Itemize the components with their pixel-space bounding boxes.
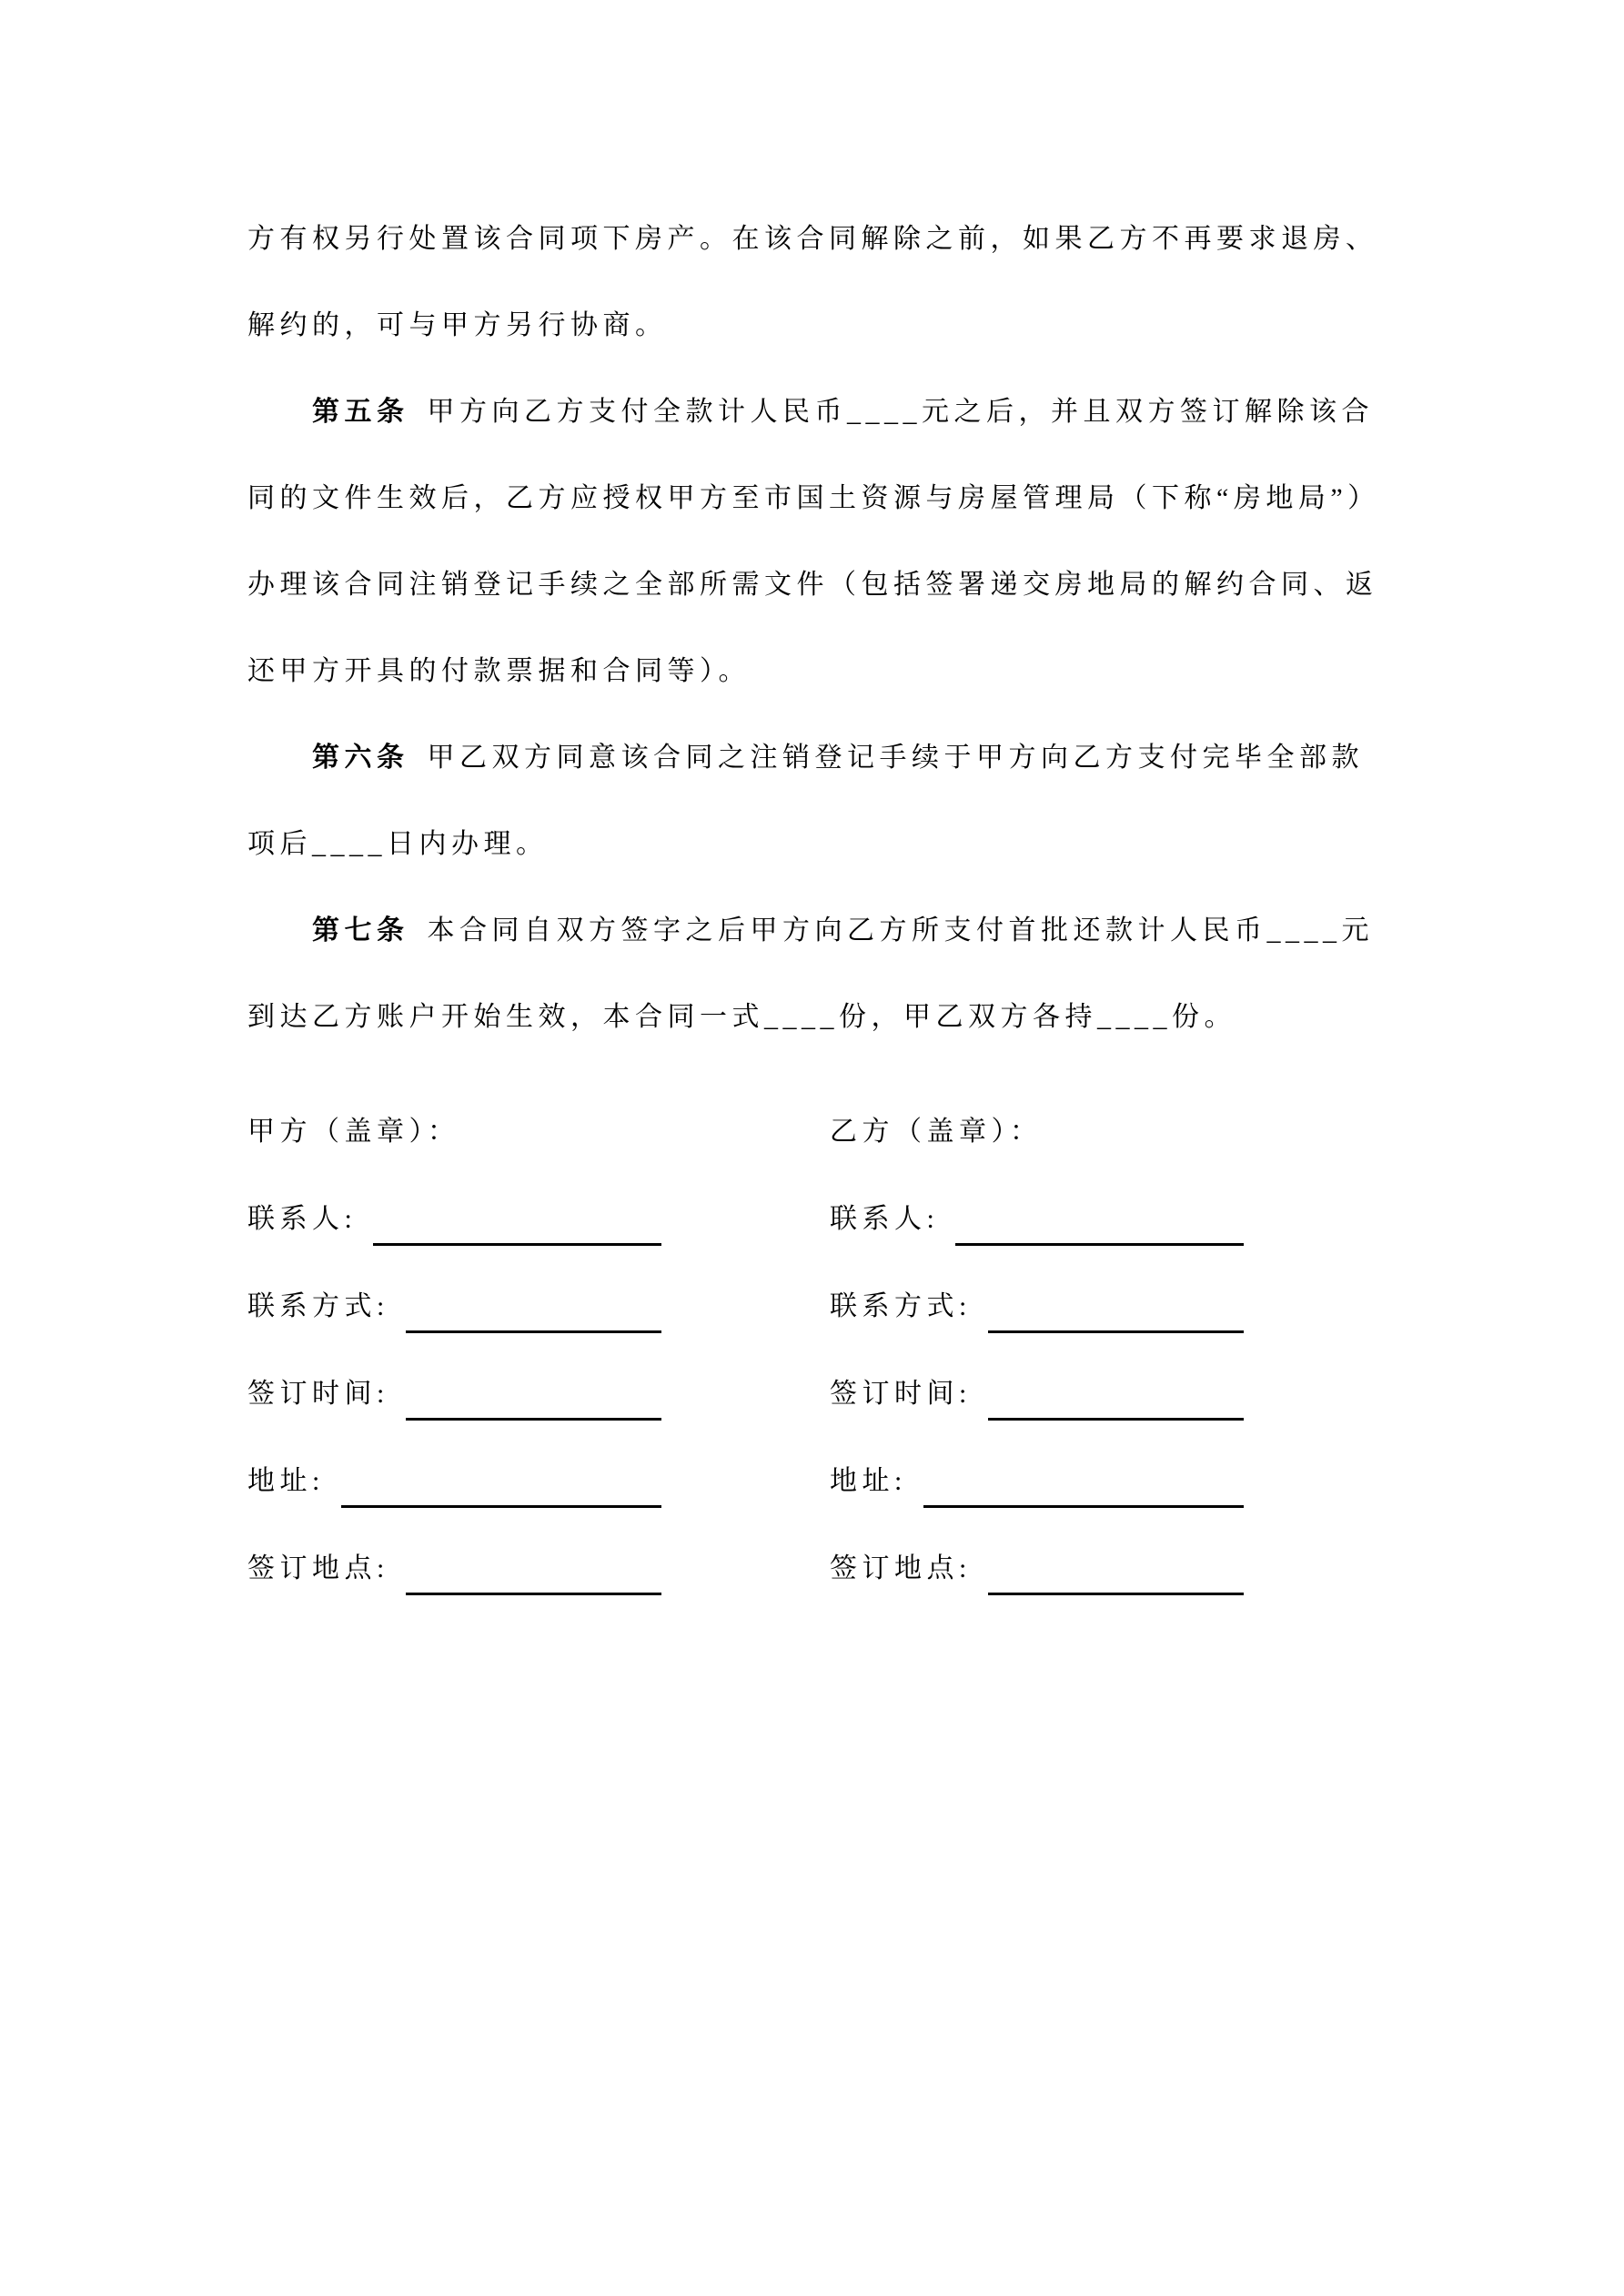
- signature-column-party-a: [247, 1088, 661, 1613]
- field-label: 签订时间:: [830, 1379, 972, 1409]
- party-b-contact-row: [830, 1176, 1244, 1263]
- signature-column-party-b: [830, 1088, 1244, 1613]
- body-line: 到达乙方账户开始生效，本合同一式____份，甲乙双方各持____份。: [247, 1002, 1236, 1032]
- field-label: 地址:: [830, 1466, 907, 1496]
- party-a-contact-method-row: [247, 1263, 661, 1350]
- body-line: 项后____日内办理。: [247, 829, 549, 859]
- party-b-address-row: [830, 1438, 1244, 1525]
- blank-underline: [955, 1176, 1244, 1246]
- clause-7-text: 本合同自双方签字之后甲方向乙方所支付首批还款计人民币____元: [427, 915, 1374, 946]
- field-label: 签订地点:: [830, 1553, 972, 1583]
- party-b-label: 乙方（盖章）：: [830, 1117, 1043, 1147]
- blank-underline: [923, 1438, 1244, 1508]
- body-line: 同的文件生效后，乙方应授权甲方至市国土资源与房屋管理局（下称“房地局”）: [247, 483, 1380, 513]
- field-label: 签订时间:: [247, 1379, 389, 1409]
- field-label: 地址:: [247, 1466, 325, 1496]
- field-label: 联系人:: [830, 1204, 940, 1234]
- party-b-sign-place-row: [830, 1525, 1244, 1613]
- body-line: [247, 887, 1387, 974]
- clause-7-term: 第七条: [312, 915, 409, 946]
- blank-underline: [341, 1438, 661, 1508]
- signature-section: [247, 1088, 1387, 1634]
- party-a-address-row: [247, 1438, 661, 1525]
- clause-6-text: 甲乙双方同意该合同之注销登记手续于甲方向乙方支付完毕全部款: [427, 743, 1364, 773]
- body-line: [247, 714, 1387, 801]
- body-line: [247, 369, 1387, 455]
- party-a-label: 甲方（盖章）：: [247, 1117, 460, 1147]
- clause-5-text: 甲方向乙方支付全款计人民币____元之后，并且双方签订解除该合: [427, 397, 1374, 427]
- body-line: 办理该合同注销登记手续之全部所需文件（包括签署递交房地局的解约合同、返: [247, 570, 1378, 600]
- body-line: 解约的，可与甲方另行协商。: [247, 310, 668, 340]
- party-b-contact-method-row: [830, 1263, 1244, 1350]
- blank-underline: [373, 1176, 661, 1246]
- party-b-sign-date-row: [830, 1350, 1244, 1438]
- blank-underline: [988, 1263, 1244, 1333]
- blank-underline: [988, 1350, 1244, 1421]
- clause-6-term: 第六条: [312, 743, 409, 773]
- blank-underline: [406, 1263, 661, 1333]
- party-a-contact-row: [247, 1176, 661, 1263]
- contract-body: [247, 196, 1387, 1060]
- body-line: 方有权另行处置该合同项下房产。在该合同解除之前，如果乙方不再要求退房、: [247, 224, 1378, 254]
- party-a-sign-place-row: [247, 1525, 661, 1613]
- field-label: 联系方式:: [247, 1291, 389, 1321]
- clause-5-term: 第五条: [312, 397, 409, 427]
- body-line: 还甲方开具的付款票据和合同等）。: [247, 656, 751, 686]
- blank-underline: [406, 1525, 661, 1595]
- field-label: 联系人:: [247, 1204, 358, 1234]
- field-label: 签订地点:: [247, 1553, 389, 1583]
- blank-underline: [988, 1525, 1244, 1595]
- blank-underline: [406, 1350, 661, 1421]
- party-a-sign-date-row: [247, 1350, 661, 1438]
- field-label: 联系方式:: [830, 1291, 972, 1321]
